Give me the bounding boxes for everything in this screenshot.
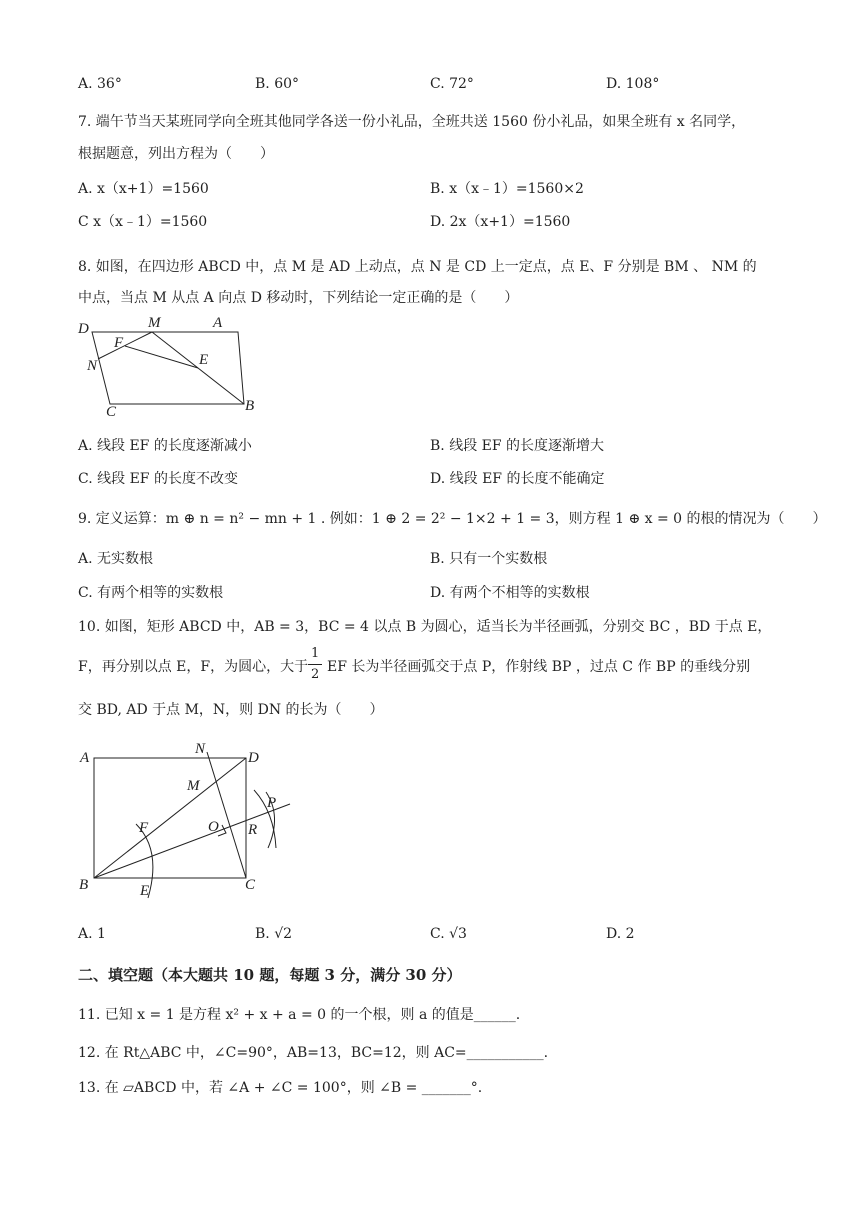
q6-option-b: B. 60°: [255, 76, 300, 92]
q8-label-f: F: [114, 335, 124, 351]
q10-option-d: D. 2: [606, 926, 635, 942]
q9-option-b: B. 只有一个实数根: [430, 551, 548, 567]
q8-label-a: A: [213, 315, 223, 331]
q8-option-c: C. 线段 EF 的长度不改变: [78, 471, 238, 487]
q10-label-b: B: [79, 877, 89, 893]
q8-label-c: C: [106, 404, 117, 420]
q8-option-b: B. 线段 EF 的长度逐渐增大: [430, 438, 605, 454]
q10-label-m: M: [187, 778, 200, 794]
q10-option-b: B. √2: [255, 926, 293, 942]
q8-label-n: N: [87, 358, 98, 374]
q10-label-r: R: [248, 822, 258, 838]
q7-option-c: C x（x﹣1）=1560: [78, 214, 208, 230]
q6-option-c: C. 72°: [430, 76, 474, 92]
q10-fraction-numerator: 1: [311, 646, 320, 661]
q9-stem: 9. 定义运算：m ⊕ n = n² − mn + 1 . 例如：1 ⊕ 2 = 2² − 1×2 + 1 = 3，则方程 1 ⊕ x = 0 的根的情况为（ ）: [78, 511, 827, 527]
q10-option-a: A. 1: [78, 926, 106, 942]
q10-label-n: N: [195, 741, 206, 757]
q7-stem-line1: 7. 端午节当天某班同学向全班其他同学各送一份小礼品，全班共送 1560 份小礼品，如果全班有 x 名同学，: [78, 114, 746, 130]
q8-stem-line1: 8. 如图，在四边形 ABCD 中，点 M 是 AD 上动点，点 N 是 CD 上一定点，点 E、F 分别是 BM 、 NM 的: [78, 259, 757, 275]
q10-stem-line2a: F，再分别以点 E，F，为圆心，大于: [78, 659, 309, 675]
q8-label-d: D: [78, 321, 89, 337]
q7-stem-line2: 根据题意，列出方程为（ ）: [78, 146, 274, 162]
q6-option-a: A. 36°: [78, 76, 122, 92]
q10-stem-line2b: EF 长为半径画弧交于点 P，作射线 BP ，过点 C 作 BP 的垂线分别: [327, 659, 751, 675]
q12-stem: 12. 在 Rt△ABC 中，∠C=90°，AB=13，BC=12，则 AC=___________.: [78, 1045, 549, 1061]
q7-option-b: B. x（x﹣1）=1560×2: [430, 181, 584, 197]
q9-option-c: C. 有两个相等的实数根: [78, 585, 224, 601]
q7-option-d: D. 2x（x+1）=1560: [430, 214, 571, 230]
q8-label-e: E: [199, 352, 209, 368]
q8-label-b: B: [245, 398, 255, 414]
q10-label-p: P: [267, 795, 277, 811]
q9-option-a: A. 无实数根: [78, 551, 154, 567]
q10-label-f: F: [139, 820, 149, 836]
q13-stem: 13. 在 ▱ABCD 中，若 ∠A + ∠C = 100°，则 ∠B = _______°.: [78, 1080, 483, 1096]
q10-label-d: D: [248, 750, 259, 766]
q10-fraction-denominator: 2: [311, 667, 320, 682]
q10-label-o: O: [208, 819, 219, 835]
q9-option-d: D. 有两个不相等的实数根: [430, 585, 590, 601]
q10-stem-line1: 10. 如图，矩形 ABCD 中，AB = 3，BC = 4 以点 B 为圆心，适当长为半径画弧，分别交 BC ，BD 于点 E，: [78, 619, 772, 635]
q7-option-a: A. x（x+1）=1560: [78, 181, 209, 197]
q10-stem-line3: 交 BD, AD 于点 M，N，则 DN 的长为（ ）: [78, 702, 384, 718]
q8-option-d: D. 线段 EF 的长度不能确定: [430, 471, 605, 487]
q8-option-a: A. 线段 EF 的长度逐渐减小: [78, 438, 252, 454]
q8-stem-line2: 中点，当点 M 从点 A 向点 D 移动时，下列结论一定正确的是（ ）: [78, 290, 519, 306]
q10-label-c: C: [245, 877, 256, 893]
q10-rectangle-figure: [70, 732, 300, 908]
q10-option-c: C. √3: [430, 926, 467, 942]
q10-label-a: A: [80, 750, 90, 766]
q6-option-d: D. 108°: [606, 76, 660, 92]
q10-label-e: E: [140, 883, 150, 899]
q10-fraction-bar: [308, 664, 322, 665]
section-heading-fill-in: 二、填空题（本大题共 10 题，每题 3 分，满分 30 分）: [78, 966, 462, 984]
q8-label-m: M: [148, 315, 161, 331]
q11-stem: 11. 已知 x = 1 是方程 x² + x + a = 0 的一个根，则 a 的值是______.: [78, 1007, 521, 1023]
q8-quadrilateral-figure: [70, 312, 270, 424]
